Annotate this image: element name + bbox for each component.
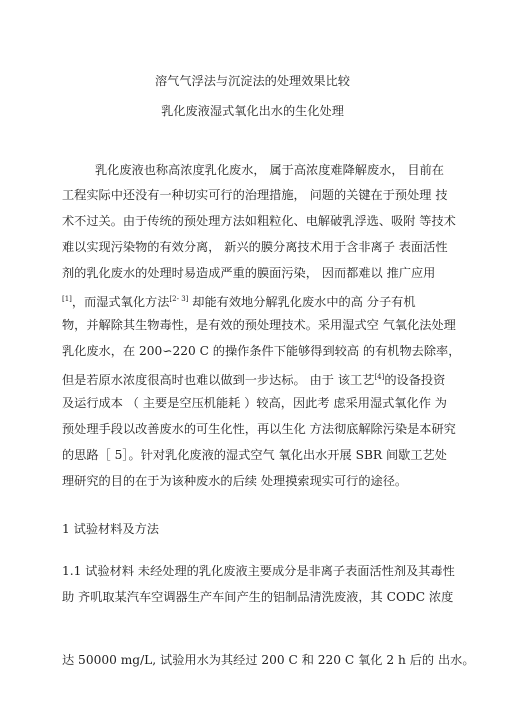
paragraph-line-12: 的思路［ 5］。针对乳化废液的湿式空气 氧化出水开展 SBR 间歇工艺处 [62,448,447,462]
paragraph-line-10: 及运行成本 （ 主要是空压机能耗 ）较高，因此考 虑采用湿式氧化作 为 [62,396,447,410]
paragraph-line-7: 物，并解除其生物毒性，是有效的预处理技术。采用湿式空 气氧化法处理 [62,318,456,332]
section-heading: 1 试验材料及方法 [62,522,159,536]
paragraph-line-3: 术不过关。由于传统的预处理方法如粗粒化、电解破乳浮选、吸附 等技术 [62,214,456,228]
paragraph-text: 却能有效地分解乳化废水中的高 分子有机 [188,295,416,309]
subsection-line-3: 达 50000 mg/L, 试验用水为其经过 200 C 和 220 C 氧化 2 h 后的 出水。 [62,653,475,667]
paragraph-line-5: 剂的乳化废水的处理时易造成严重的膜面污染， 因而都难以 推广应用 [62,266,436,280]
subsection-line-2: 助 齐叽取某汽车空调器生产车间产生的铝制品清洗废液，其 CODC 浓度 [62,590,454,604]
page-title-secondary: 乳化废液湿式氧化出水的生化处理 [161,104,344,118]
citation-ref: [1] [62,295,72,303]
paragraph-text: ，而湿式氧化方法 [71,295,170,309]
paragraph-line-8: 乳化废水，在 200∽220 C 的操作条件下能够得到较高 的有机物去除率， [62,344,461,358]
paragraph-line-4: 难以实现污染物的有效分离， 新兴的膜分离技术用于含非离子 表面活性 [62,240,448,254]
citation-ref: [4] [374,373,385,381]
paragraph-text: 的设备投资 [384,373,446,387]
paragraph-line-6 [62,291,416,310]
paragraph-line-13: 理研究的目的在于为该种废水的后续 处理摸索现实可行的途径。 [62,474,408,488]
paragraph-line-11: 预处理手段以改善废水的可生化性，再以生化 方法彻底解除污染是本研究 [62,422,456,436]
paragraph-text: 但是若原水浓度很高时也难以做到一步达标。 由于 该工艺 [62,373,375,387]
page-title-primary: 溶气气浮法与沉淀法的处理效果比较 [155,74,350,88]
citation-ref: [2- 3] [169,295,189,303]
paragraph-line-2: 工程实际中还没有一种切实可行的治理措施， 问题的关键在于预处理 技 [62,188,448,202]
subsection-line-1: 1.1 试验材料 未经处理的乳化废液主要成分是非离子表面活性剂及其毒性 [62,564,455,578]
paragraph-line-9 [62,369,445,388]
paragraph-line-1: 乳化废液也称高浓度乳化废水， 属于高浓度难降解废水， 目前在 [95,163,444,177]
